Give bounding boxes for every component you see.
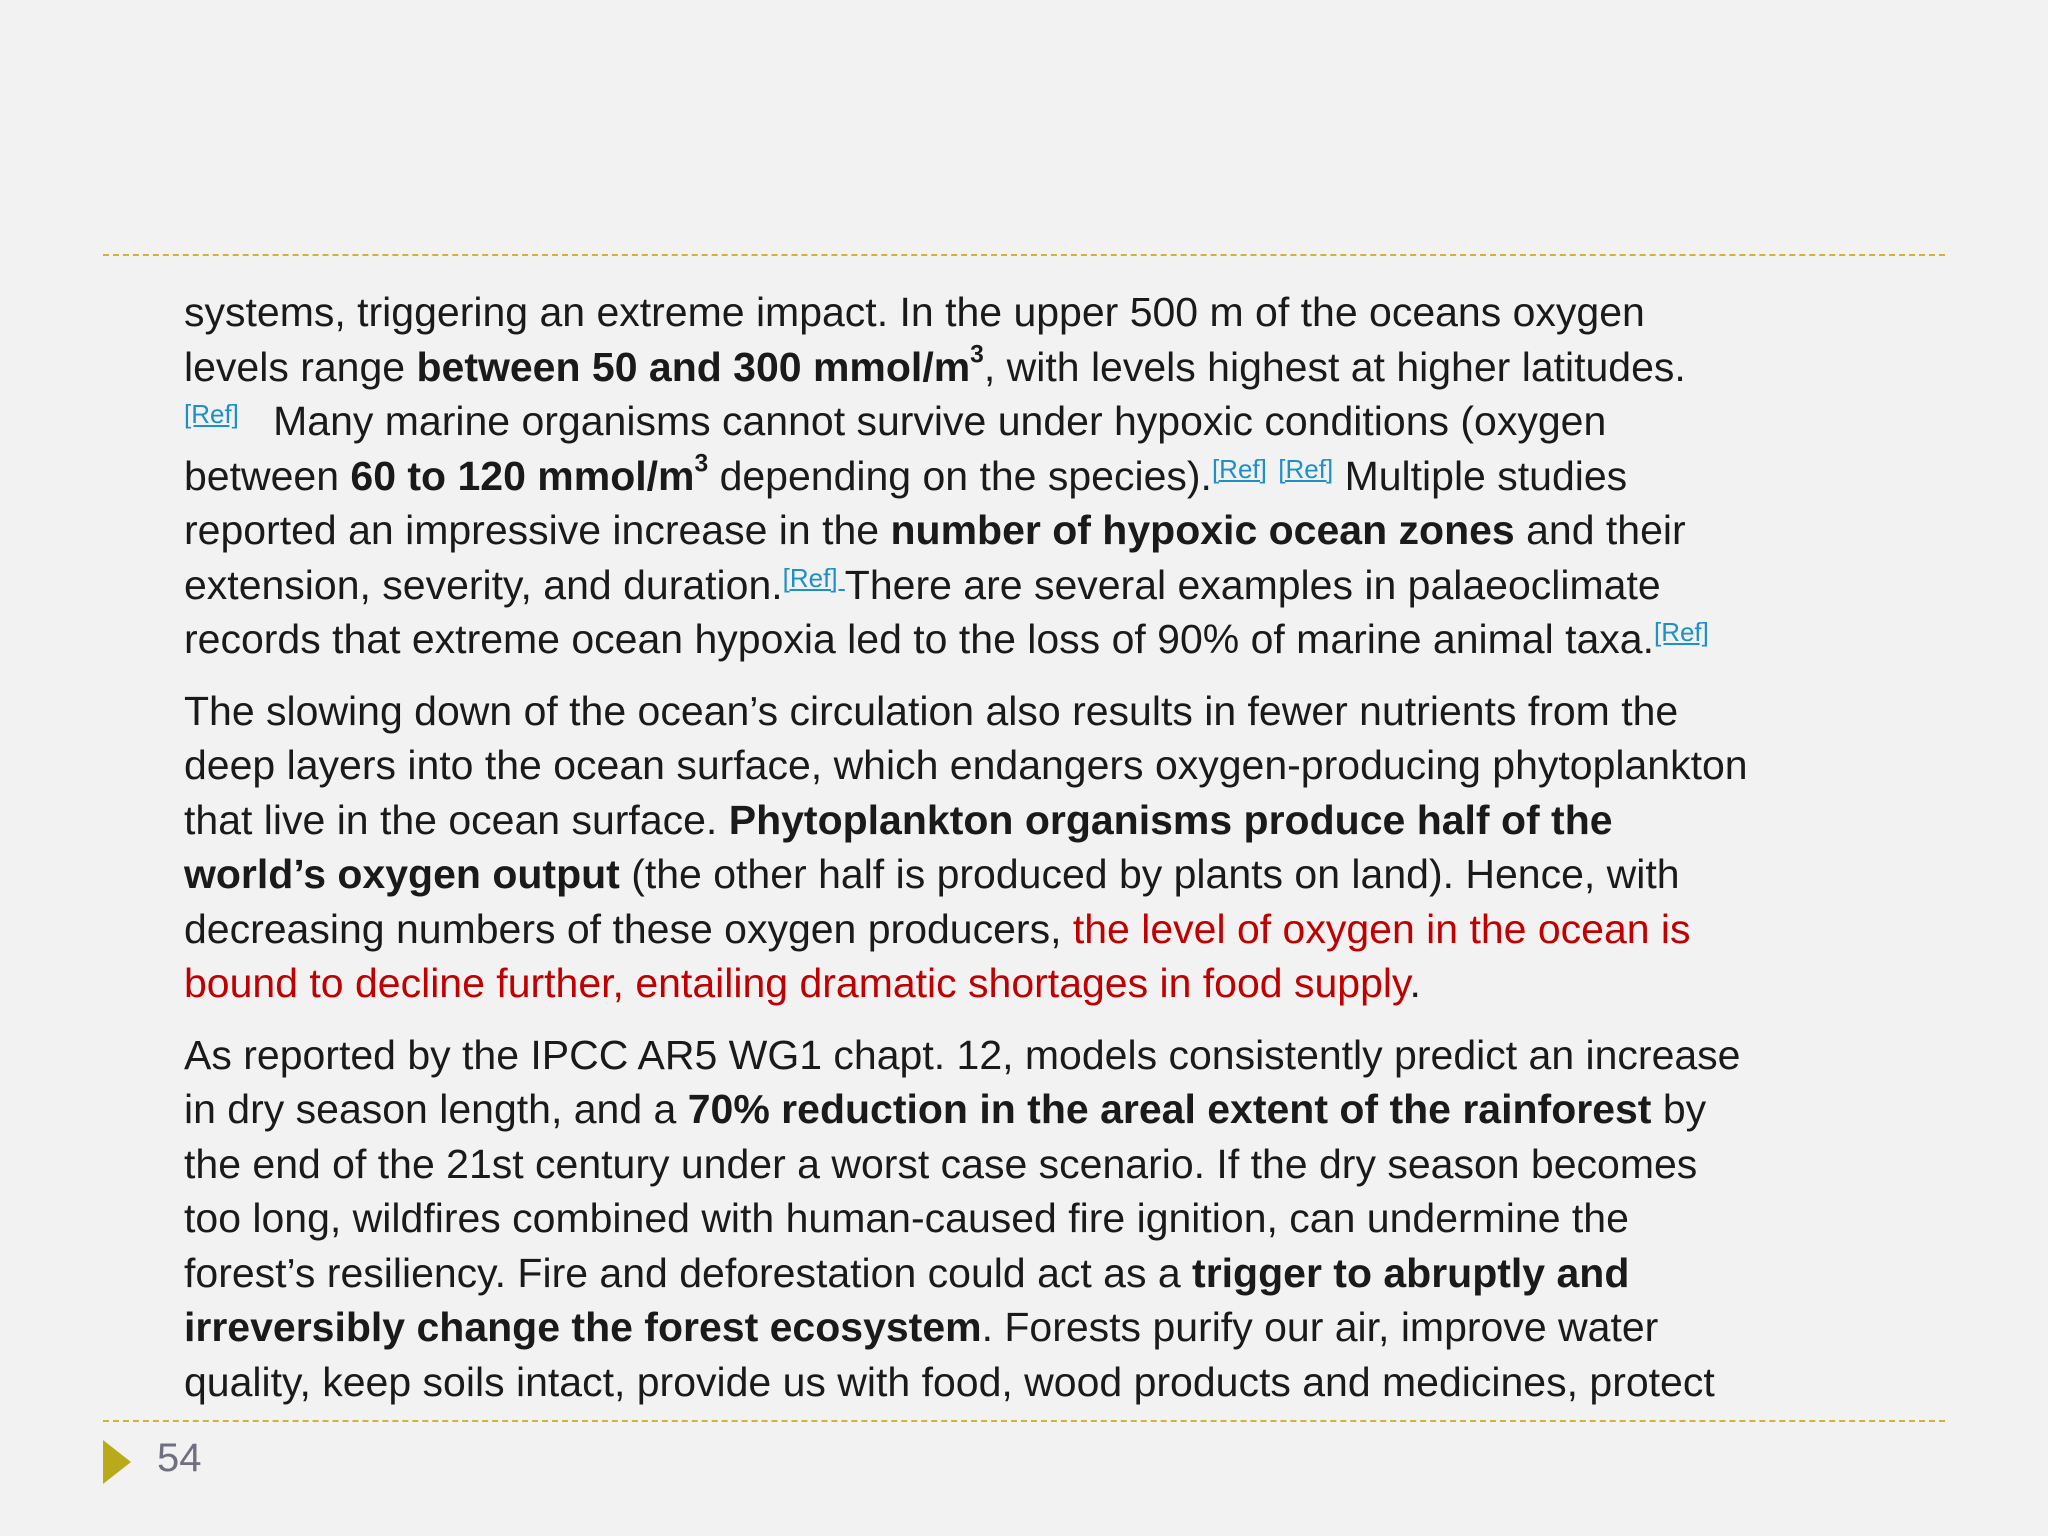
superscript-cubed: 3	[970, 341, 984, 369]
bold-phytoplankton-statement: Phytoplankton organisms produce half of the	[728, 796, 1613, 843]
bold-forest-ecosystem: irreversibly change the forest ecosystem	[184, 1304, 982, 1350]
text-line: world’s oxygen output (the other half is produced by plants on land). Hence, with	[184, 851, 1680, 897]
top-dashed-divider	[103, 254, 1945, 256]
text-line: irreversibly change the forest ecosystem. Forests purify our air, improve water	[184, 1304, 1659, 1350]
text-line: deep layers into the ocean surface, which endangers oxygen-producing phytoplankton	[184, 742, 1748, 788]
text-line: As reported by the IPCC AR5 WG1 chapt. 12, models consistently predict an increase	[184, 1031, 1741, 1078]
text-line: decreasing numbers of these oxygen producers, the level of oxygen in the ocean is	[184, 905, 1691, 952]
reference-link[interactable]: [Ref]	[782, 562, 845, 593]
text-line: that live in the ocean surface. Phytoplankton organisms produce half of the	[184, 796, 1613, 843]
reference-link[interactable]: [Ref]	[1653, 617, 1709, 647]
paragraph-ocean-oxygen	[184, 285, 1924, 667]
text-line: quality, keep soils intact, provide us with food, wood products and medicines, protect	[184, 1358, 1715, 1405]
page-number: 54	[157, 1436, 202, 1480]
text-line: too long, wildfires combined with human-caused fire ignition, can undermine the	[184, 1195, 1629, 1241]
bold-hypoxic-zones: number of hypoxic ocean zones	[890, 507, 1515, 553]
reference-link[interactable]: [Ref]	[184, 399, 239, 429]
paragraph-rainforest	[184, 1028, 1924, 1410]
bold-rainforest-reduction: 70% reduction in the areal extent of the rainforest	[687, 1086, 1652, 1132]
text-line: levels range between 50 and 300 mmol/$m^3$, with levels highest at higher latitudes.	[184, 341, 1686, 390]
text-line: extension, severity, and duration.[Ref] There are several examples in palaeoclimate	[184, 561, 1661, 608]
text-line: bound to decline further, entailing dramatic shortages in food supply.	[184, 960, 1421, 1006]
paragraph-phytoplankton	[184, 684, 1924, 1011]
text-line: The slowing down of the ocean’s circulation also results in fewer nutrients from the	[184, 687, 1679, 734]
text-line: systems, triggering an extreme impact. In the upper 500 m of the oceans oxygen	[184, 289, 1645, 335]
text-line: forest’s resiliency. Fire and deforestation could act as a trigger to abruptly and	[184, 1249, 1630, 1296]
reference-link[interactable]: [Ref]	[1211, 453, 1267, 484]
text-line: in dry season length, and a 70% reduction in the areal extent of the rainforest by	[184, 1086, 1707, 1132]
text-line: [Ref] Many marine organisms cannot survive under hypoxic conditions (oxygen	[184, 398, 1607, 444]
bold-hypoxic-range: 60 to 120 mmol/m	[350, 452, 695, 499]
red-highlight-text: the level of oxygen in the ocean is	[1072, 905, 1691, 952]
slide-body-text	[184, 285, 1924, 1409]
text-line: records that extreme ocean hypoxia led to the loss of 90% of marine animal taxa.[Ref]	[184, 616, 1709, 662]
bold-trigger-change: trigger to abruptly and	[1192, 1249, 1630, 1296]
bottom-dashed-divider	[103, 1420, 1945, 1422]
bold-oxygen-output: world’s oxygen output	[184, 851, 620, 897]
reference-link[interactable]: [Ref]	[1278, 453, 1334, 484]
bold-oxygen-range: between 50 and 300 mmol/m	[416, 343, 971, 390]
text-line: reported an impressive increase in the number of hypoxic ocean zones and their	[184, 507, 1686, 553]
text-line: the end of the 21st century under a worst case scenario. If the dry season becomes	[184, 1140, 1698, 1187]
red-highlight-text: bound to decline further, entailing dramatic shortages in food supply	[184, 960, 1410, 1006]
superscript-cubed: 3	[694, 450, 709, 478]
triangle-play-icon	[103, 1440, 131, 1484]
text-line: between 60 to 120 mmol/$m^3$ depending on the species).[Ref] [Ref] Multiple studies	[184, 450, 1628, 499]
